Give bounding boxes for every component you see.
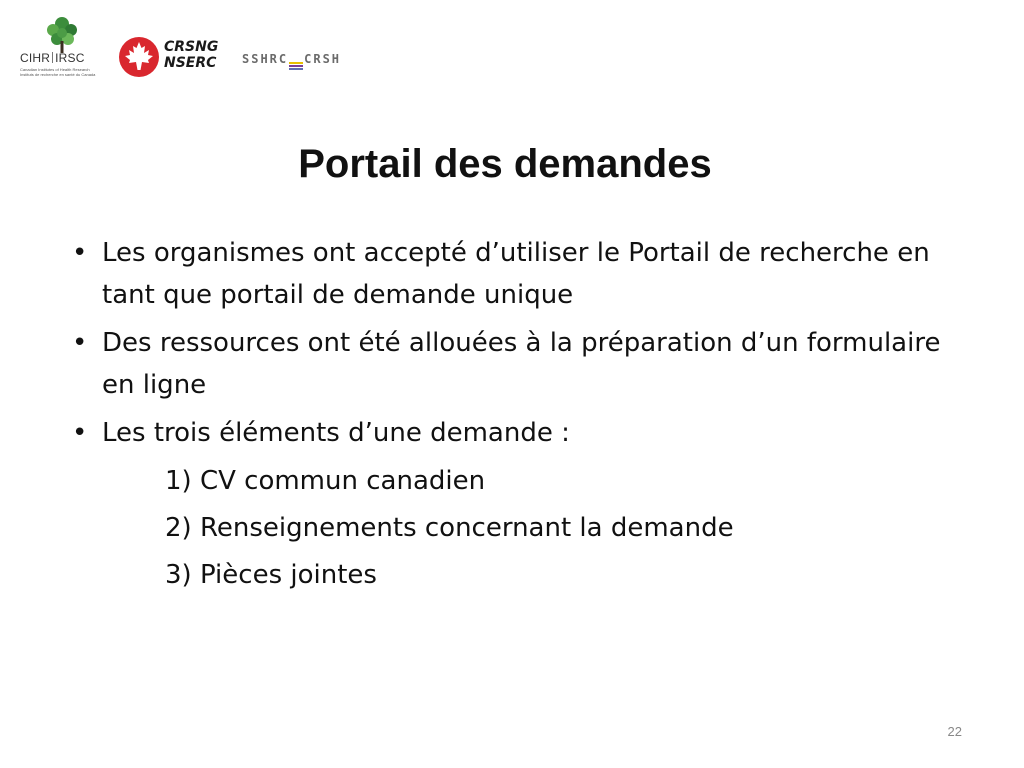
bullet-item [70,232,970,316]
bullet-text: Les organismes ont accepté d’utiliser le Portail de recherche en tant que portail de demande unique [102,238,930,310]
irsc-label: IRSC [55,51,85,65]
slide-number: 22 [947,724,962,739]
cihr-fine-print: Canadian Institutes of Health Research Instituts de recherche en santé du Canada [20,67,96,77]
sshrc-crsh-logo [242,52,341,71]
bullet-item [70,412,970,454]
bullet-icon: • [72,418,88,448]
sub-item: 3) Pièces jointes [165,560,377,590]
logo-bar [18,14,418,90]
sub-item: 1) CV commun canadien [165,466,486,496]
sub-item: 2) Renseignements concernant la demande [165,513,734,543]
bullet-icon: • [72,328,88,358]
sshrc-equals-icon [289,61,303,71]
sshrc-label: SSHRC [242,52,289,66]
crsng-label: CRSNG [164,39,219,55]
crsh-label: CRSH [304,52,342,66]
slide-title: Portail des demandes [298,142,712,186]
cihr-wordmark [20,51,85,65]
bullet-text: Des ressources ont été allouées à la préparation d’un formulaire en ligne [102,328,941,400]
nserc-crsng-logo [118,34,228,82]
nserc-label: NSERC [164,55,217,71]
slide-content [70,232,970,596]
cihr-irsc-logo [18,14,104,86]
nserc-wordmark [164,39,218,71]
bullet-item [70,322,970,406]
cihr-label: CIHR [20,51,51,65]
tree-icon [41,14,83,54]
bullet-list [70,232,970,454]
bullet-text: Les trois éléments d’une demande : [102,418,570,448]
bullet-icon: • [72,238,88,268]
maple-leaf-icon [118,36,160,78]
